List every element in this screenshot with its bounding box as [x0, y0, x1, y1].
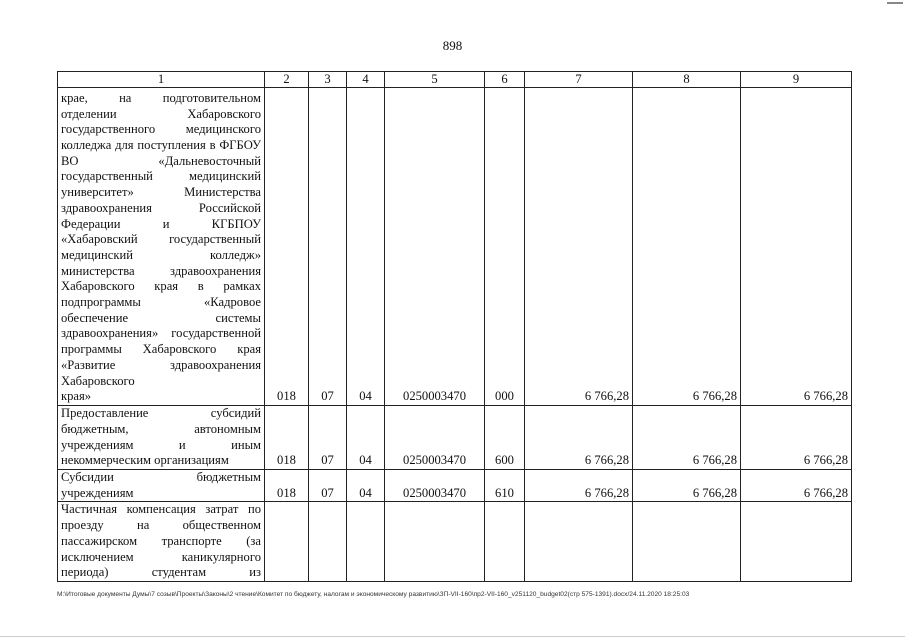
row-description-text: Предоставление субсидий бюджетным, автономным учреждениям и иным — [61, 406, 261, 452]
column-header-1: 1 — [58, 72, 265, 88]
column-header-3: 3 — [309, 72, 347, 88]
table-row — [58, 470, 852, 502]
column-header-6: 6 — [485, 72, 525, 88]
cell-target-article: 0250003470 — [385, 406, 485, 470]
row-description-text: Частичная компенсация затрат по проезду на общественном пассажирском транспорте (за исключением каникулярного периода) студентам из — [61, 502, 261, 580]
cell-ministry-code — [265, 502, 309, 582]
page-bottom-divider — [0, 636, 905, 637]
cell-amount-col8 — [633, 502, 741, 582]
cell-subsection: 04 — [347, 88, 385, 406]
cell-ministry-code: 018 — [265, 406, 309, 470]
document-path-footer: М:\Итоговые документы Думы\7 созыв\Проекты\Законы\2 чтение\Комитет по бюджету, налогам и экономическому развитию\ЗП-VII-160\пр2-VII-160_v251120_budget02(стр 575-1391).docx/24.11.2020 18:25:03 — [57, 591, 690, 598]
cell-expense-type: 610 — [485, 470, 525, 502]
cell-subsection — [347, 502, 385, 582]
cell-ministry-code: 018 — [265, 88, 309, 406]
column-header-4: 4 — [347, 72, 385, 88]
cell-section — [309, 502, 347, 582]
cell-amount-col9 — [741, 502, 852, 582]
cell-amount-col7: 6 766,28 — [525, 406, 633, 470]
budget-table — [57, 71, 852, 582]
cell-expense-type: 600 — [485, 406, 525, 470]
column-header-2: 2 — [265, 72, 309, 88]
cell-amount-col7: 6 766,28 — [525, 470, 633, 502]
cell-section: 07 — [309, 88, 347, 406]
column-header-9: 9 — [741, 72, 852, 88]
column-header-5: 5 — [385, 72, 485, 88]
row-description-text: крае, на подготовительном отделении Хабаровского государственного медицинского колледжа для поступления в ФГБОУ ВО «Дальневосточный государственный медицинский университет» Министерства здравоохранения Российской Федерации и КГБПОУ «Хабаровский государственный медицинский колледж» министерства здравоохранения Хабаровского края в рамках подпрограммы «Кадровое обеспечение системы здравоохранения» государственной программы Хабаровского края «Развитие здравоохранения Хабаровского — [61, 90, 261, 388]
cell-amount-col7: 6 766,28 — [525, 88, 633, 406]
table-row — [58, 88, 852, 406]
column-header-7: 7 — [525, 72, 633, 88]
row-description — [58, 470, 265, 502]
column-header-8: 8 — [633, 72, 741, 88]
row-description — [58, 406, 265, 470]
corner-mark — [887, 2, 903, 4]
cell-amount-col9: 6 766,28 — [741, 88, 852, 406]
header-row — [58, 72, 852, 88]
table-row — [58, 406, 852, 470]
row-description — [58, 88, 265, 406]
cell-amount-col8: 6 766,28 — [633, 88, 741, 406]
row-description-last-line: края» — [61, 389, 92, 404]
cell-target-article: 0250003470 — [385, 88, 485, 406]
cell-subsection: 04 — [347, 406, 385, 470]
row-description — [58, 502, 265, 582]
cell-subsection: 04 — [347, 470, 385, 502]
cell-target-article: 0250003470 — [385, 470, 485, 502]
cell-expense-type: 000 — [485, 88, 525, 406]
cell-amount-col8: 6 766,28 — [633, 470, 741, 502]
cell-section: 07 — [309, 470, 347, 502]
cell-amount-col9: 6 766,28 — [741, 470, 852, 502]
cell-amount-col9: 6 766,28 — [741, 406, 852, 470]
cell-target-article — [385, 502, 485, 582]
cell-amount-col7 — [525, 502, 633, 582]
row-description-last-line: учреждениям — [61, 485, 134, 500]
cell-section: 07 — [309, 406, 347, 470]
cell-expense-type — [485, 502, 525, 582]
row-description-text: Субсидии бюджетным — [61, 470, 261, 484]
page-number: 898 — [442, 38, 463, 53]
row-description-last-line: некоммерческим организациям — [61, 453, 229, 468]
cell-ministry-code: 018 — [265, 470, 309, 502]
table-row — [58, 502, 852, 582]
cell-amount-col8: 6 766,28 — [633, 406, 741, 470]
